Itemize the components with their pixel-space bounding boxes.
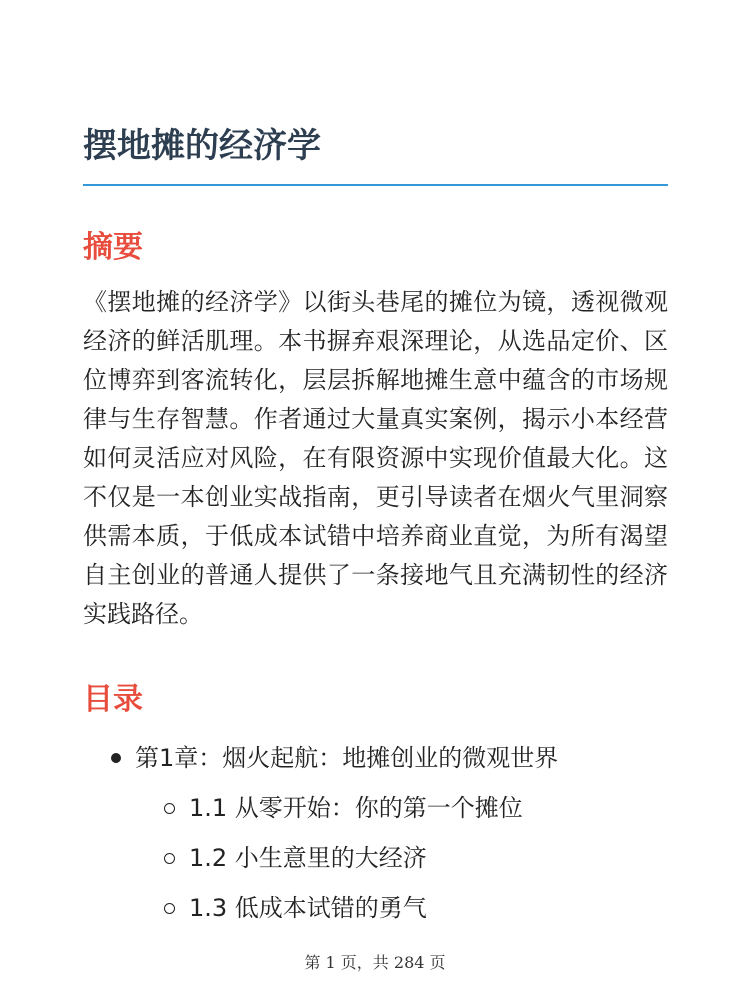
toc-section-item[interactable] [83,788,668,828]
toc-section-item[interactable] [83,888,668,928]
document-title: 摆地摊的经济学 [83,126,321,166]
bullet-circle-icon [164,853,175,864]
toc-chapter-label: 第1章：烟火起航：地摊创业的微观世界 [135,744,559,772]
toc-heading: 目录 [83,682,143,717]
abstract-heading: 摘要 [83,230,143,265]
bullet-dot-icon [111,753,121,763]
bullet-circle-icon [164,803,175,814]
toc-chapter-item[interactable] [83,738,668,778]
page-number-footer: 第 1 页，共 284 页 [304,953,446,972]
bullet-circle-icon [164,903,175,914]
toc-section-label: 1.1 从零开始：你的第一个摊位 [189,794,523,822]
table-of-contents [83,738,668,928]
toc-section-label: 1.3 低成本试错的勇气 [189,894,427,922]
toc-section-label: 1.2 小生意里的大经济 [189,844,427,872]
toc-section-item[interactable] [83,838,668,878]
abstract-paragraph: 《摆地摊的经济学》以街头巷尾的摊位为镜，透视微观经济的鲜活肌理。本书摒弃艰深理论，从选品定价、区位博弈到客流转化，层层拆解地摊生意中蕴含的市场规律与生存智慧。作者通过大量真实案例，揭示小本经营如何灵活应对风险，在有限资源中实现价值最大化。这不仅是一本创业实战指南，更引导读者在烟火气里洞察供需本质，于低成本试错中培养商业直觉，为所有渴望自主创业的普通人提供了一条接地气且充满韧性的经济实践路径。 [83,288,668,628]
title-divider [83,184,668,186]
